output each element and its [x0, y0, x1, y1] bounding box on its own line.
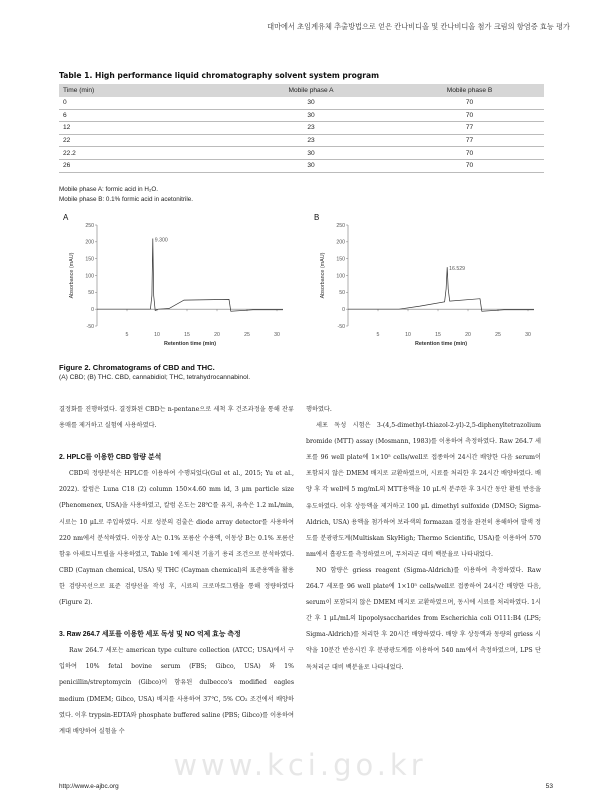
y-tick-label: -50 [337, 323, 345, 330]
x-axis-label: Retention time (min) [163, 341, 217, 347]
y-tick-label: 100 [85, 273, 94, 280]
paragraph: 세포 독성 시험은 3-(4,5-dimethyl-thiazol-2-yl)-2,5-diphenyltetrazolium bromide (MTT) assay (Mosmann, 1983)를 이용하여 측정하였다. Raw 264.7 세포를 96 well plate에 1×10⁵ cells/well로 접종하여 24시간 배양한 다음 serum이 포함되지 않은 DMEM 배지로 교환하였으며, 시료를 처리한 후 24시간 배양하였다. 배양 후 각 well에 5 mg/mL의 MTT용액을 10 μL씩 분주한 후 3시간 동안 환원 반응을 유도하였다. 이후 상등액을 제거하고 100 μL dimethyl sulfoxide (DMSO; Sigma-Aldrich, USA) 용액을 첨가하여 보라색의 formazan 결정을 완전히 용해하여 발색 정도를 분광광도계(Multiskan SkyHigh; Thermo Scientific, USA)를 이용하여 570 nm에서 흡광도를 측정하였으며, 무처리군 대비 백분율로 나타내었다. [306, 422, 541, 558]
table-row [59, 97, 544, 109]
peak-retention-label: 9.300 [154, 237, 168, 244]
table-cell: 30 [227, 147, 395, 160]
table-cell: 23 [227, 134, 395, 147]
paragraph: 결정화를 진행하였다. 결정화된 CBD는 n-pentane으로 세척 후 건조과정을 통해 잔류용매를 제거하고 실험에 사용하였다. [59, 406, 294, 430]
panel-label-b: B [314, 213, 320, 222]
table-cell: 70 [395, 97, 544, 109]
table-cell: 30 [227, 97, 395, 109]
chromatogram-trace-cbd [97, 239, 283, 312]
chromatogram-trace-thc [348, 267, 534, 311]
y-tick-label: 250 [336, 222, 345, 229]
table-note-phase-b: Mobile phase B: 0.1% formic acid in acetonitrile. [59, 196, 194, 203]
panel-label-a: A [63, 213, 69, 222]
figure-caption: (A) CBD; (B) THC. CBD, cannabidiol; THC, tetrahydrocannabinol. [59, 374, 251, 381]
y-tick-label: -50 [86, 323, 94, 330]
y-tick-label: 0 [342, 306, 345, 313]
x-axis-label: Retention time (min) [414, 341, 468, 347]
table-cell: 77 [395, 122, 544, 135]
solvent-table [59, 84, 544, 173]
table-cell: 23 [227, 122, 395, 135]
table-cell: 26 [59, 159, 227, 172]
section-heading-hplc: 2. HPLC를 이용한 CBD 함량 분석 [59, 454, 162, 462]
paragraph: 행하였다. [306, 406, 332, 413]
paragraph: CBD의 정량분석은 HPLC를 이용하여 수행되었다(Gul et al., 2015; Yu et al., 2022). 칼럼은 Luna C18 (2) column 150×4.60 mm id, 3 μm particle size (Phenomenex, USA)을 사용하였고, 칼럼 온도는 28℃를 유지, 유속은 1.2 mL/min, 시료는 10 μL로 주입하였다. 시료 성분의 검출은 diode array detector를 사용하여 220 nm에서 분석하였다. 이동상 A는 0.1% 포름산 수용액, 이동상 B는 0.1% 포름산 함유 아세토니트릴을 사용하였고, Table 1에 제시된 기울기 용리 조건으로 분석하였다. CBD (Cayman chemical, USA) 및 THC (Cayman chemical)의 표준용액을 활용한 검량곡선으로 표준 검량선을 작성 후, 시료의 크로마토그램을 통해 정량하였다(Figure 2). [59, 470, 294, 607]
paragraph: Raw 264.7 세포는 american type culture collection (ATCC; USA)에서 구입하여 10% fetal bovine serum (FBS; Gibco, USA) 와 1% penicillin/streptomycin (Gibco)이 함유된 dulbecco's modified eagles medium (DMEM; Gibco, USA) 배지를 사용하여 37℃, 5% CO₂ 조건에서 배양하였다. 이후 trypsin-EDTA와 phosphate buffered saline (PBS; Gibco)를 이용하여 계대 배양하여 실험을 수 [59, 647, 294, 735]
x-tick-label: 20 [465, 332, 471, 338]
x-tick-label: 20 [214, 332, 220, 338]
running-header: 대마에서 초임계유체 추출방법으로 얻은 칸나비디올 및 칸나비디올 첨가 크림의 항염증 효능 평가 [267, 22, 570, 31]
footer-url: http://www.e-ajbc.org [59, 783, 119, 790]
table-cell: 30 [227, 159, 395, 172]
y-tick-label: 100 [336, 273, 345, 280]
x-tick-label: 5 [125, 332, 129, 338]
table-cell: 70 [395, 147, 544, 160]
column-header-phase-a: Mobile phase A [227, 84, 395, 97]
y-tick-label: 150 [85, 256, 94, 263]
chromatogram-thc [310, 218, 540, 358]
x-tick-label: 5 [376, 332, 380, 338]
table-row [59, 122, 544, 135]
table-title: Table 1. High performance liquid chromatography solvent system program [59, 71, 380, 80]
table-cell: 30 [227, 109, 395, 122]
section-heading-raw-cells: 3. Raw 264.7 세포를 이용한 세포 독성 및 NO 억제 효능 측정 [59, 631, 241, 639]
table-cell: 70 [395, 109, 544, 122]
body-column-right [306, 402, 541, 676]
page-number: 53 [545, 783, 553, 790]
table-row [59, 159, 544, 172]
y-tick-label: 200 [336, 239, 345, 246]
y-tick-label: 200 [85, 239, 94, 246]
y-tick-label: 50 [88, 290, 94, 297]
x-tick-label: 25 [495, 332, 501, 338]
watermark: www.kci.go.kr [173, 748, 427, 782]
body-column-left [59, 402, 294, 740]
table-cell: 22.2 [59, 147, 227, 160]
peak-retention-label: 16.529 [449, 266, 466, 273]
x-tick-label: 15 [435, 332, 441, 338]
figure-title: Figure 2. Chromatograms of CBD and THC. [59, 363, 215, 372]
table-row [59, 134, 544, 147]
table-cell: 22 [59, 134, 227, 147]
table-row [59, 109, 544, 122]
x-tick-label: 25 [244, 332, 250, 338]
table-cell: 0 [59, 97, 227, 109]
table-cell: 12 [59, 122, 227, 135]
x-tick-label: 10 [154, 332, 160, 338]
x-tick-label: 10 [405, 332, 411, 338]
table-note-phase-a: Mobile phase A: formic acid in H₂O. [59, 186, 159, 193]
table-row [59, 147, 544, 160]
chromatogram-cbd [59, 218, 289, 358]
table-cell: 77 [395, 134, 544, 147]
table-cell: 70 [395, 159, 544, 172]
column-header-phase-b: Mobile phase B [395, 84, 544, 97]
y-tick-label: 50 [339, 290, 345, 297]
x-tick-label: 30 [525, 332, 531, 338]
y-tick-label: 0 [91, 306, 94, 313]
y-tick-label: 150 [336, 256, 345, 263]
x-tick-label: 30 [274, 332, 280, 338]
column-header-time: Time (min) [59, 84, 227, 97]
y-tick-label: 250 [85, 222, 94, 229]
x-tick-label: 15 [184, 332, 190, 338]
y-axis-label: Absorbance (mAU) [69, 252, 75, 299]
y-axis-label: Absorbance (mAU) [320, 252, 326, 299]
table-cell: 6 [59, 109, 227, 122]
table-header-row [59, 84, 544, 97]
paragraph: NO 함량은 griess reagent (Sigma-Aldrich)를 이용하여 측정하였다. Raw 264.7 세포를 96 well plate에 1×10⁵ cells/well로 접종하여 24시간 배양한 다음, serum이 포함되지 않은 DMEM 배지로 교환하였으며, 동시에 시료를 처리하였다. 1시간 후 1 μL/mL의 lipopolysaccharides from Escherichia coli O111:B4 (LPS; Sigma-Aldrich)를 처리한 후 20시간 배양하였다. 배양 후 상등액과 동량의 griess 시약을 10분간 반응시킨 후 분광광도계를 이용하여 540 nm에서 측정하였으며, LPS 단독처리군 대비 백분율로 나타내었다. [306, 566, 541, 671]
